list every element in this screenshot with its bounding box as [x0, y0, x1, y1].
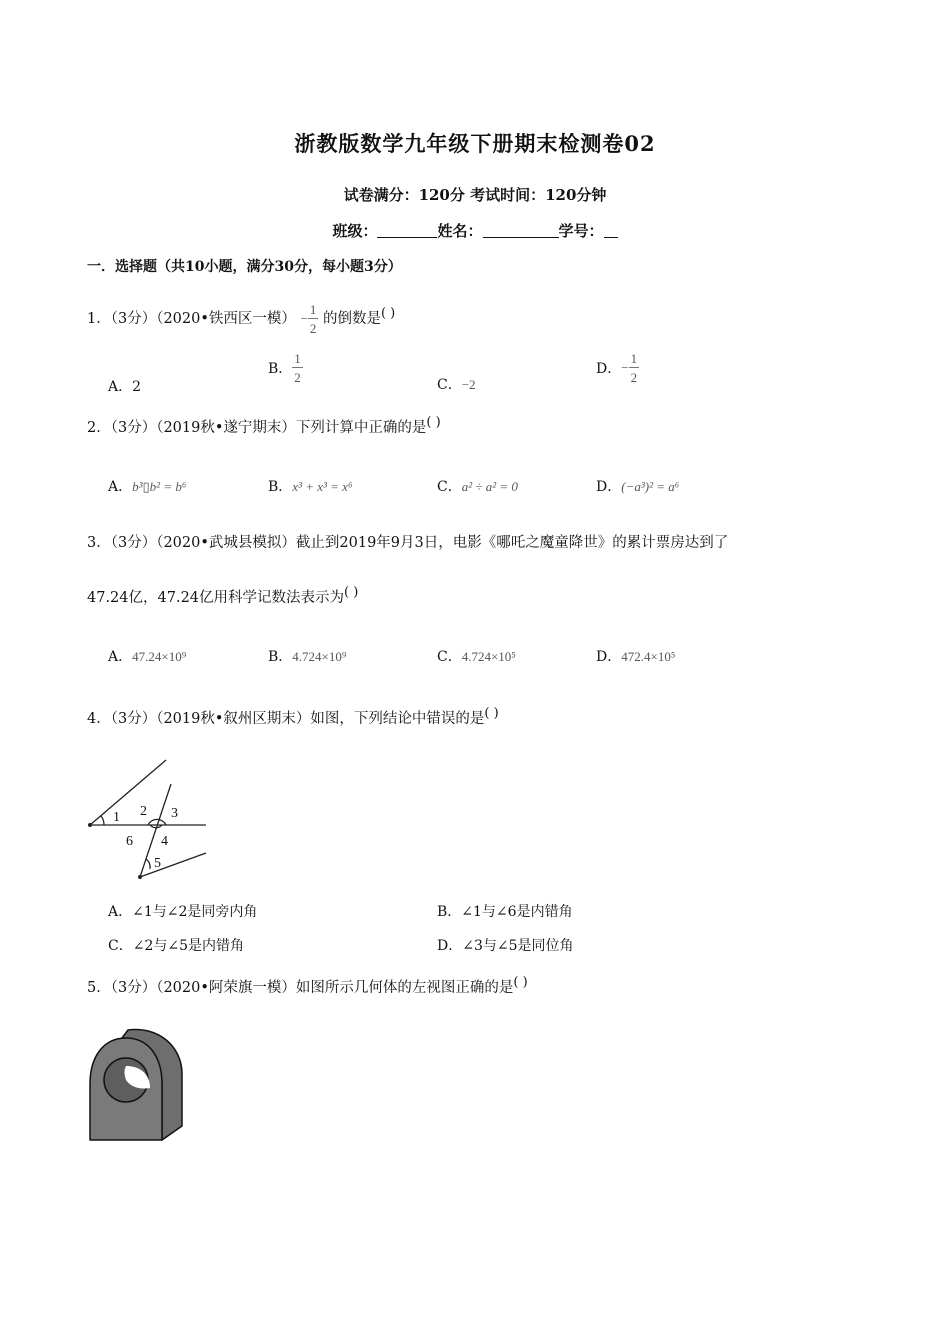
q4-option-a[interactable]: A．∠1与∠2是同旁内角	[108, 904, 258, 920]
q2-option-b[interactable]: B．x³ + x³ = x⁶	[268, 479, 353, 495]
q1-fraction: $\frac{1}{2}$	[309, 302, 317, 336]
upper-ray	[90, 760, 166, 825]
q3-option-b[interactable]: B．4.724×10⁹	[268, 649, 347, 665]
q3-option-a[interactable]: A．47.24×10⁹	[108, 649, 187, 665]
class-blank[interactable]	[377, 223, 437, 238]
q1-answer-paren[interactable]: ( )	[380, 306, 396, 321]
page-title: 浙教版数学九年级下册期末检测卷02	[294, 131, 656, 156]
angle-1-arc	[101, 816, 104, 825]
solid-figure	[86, 1022, 188, 1144]
q1-stem-suffix: 的倒数是	[322, 311, 381, 327]
question-5	[87, 975, 528, 997]
q2-option-d[interactable]: D．(−a³)² = a⁶	[596, 479, 680, 495]
q1-option-c[interactable]: C．−2	[437, 377, 476, 393]
label-3: 3	[171, 806, 178, 821]
q1-option-b[interactable]: B． $\frac{1}{2}$	[268, 351, 301, 385]
q1-stem-prefix: 1．（3分）（2020•铁西区一模）	[87, 311, 296, 327]
id-blank[interactable]	[604, 223, 618, 238]
q3-option-c[interactable]: C．4.724×10⁵	[437, 649, 516, 665]
q3-answer-paren[interactable]: ( )	[344, 585, 359, 600]
q3-stem-line2: 47.24亿，47.24亿用科学记数法表示为	[87, 590, 345, 606]
label-5: 5	[154, 856, 161, 871]
q2-answer-paren[interactable]: ( )	[426, 415, 441, 430]
id-label: 学号：	[558, 222, 604, 240]
exam-info: 试卷满分：120分 考试时间：120分钟	[343, 186, 607, 204]
question-4	[87, 706, 499, 728]
q1-minus: −	[300, 311, 308, 326]
q5-answer-paren[interactable]: ( )	[513, 975, 528, 990]
question-1	[87, 303, 395, 335]
label-1: 1	[113, 810, 120, 825]
question-3	[87, 585, 358, 607]
q1-b-fraction: $\frac{1}{2}$	[294, 351, 301, 385]
q5-stem: 5．（3分）（2020•阿荣旗一模）如图所示几何体的左视图正确的是	[87, 980, 514, 996]
question-2	[87, 415, 441, 437]
q3-option-d[interactable]: D．472.4×10⁵	[596, 649, 676, 665]
q4-option-c[interactable]: C．∠2与∠5是内错角	[108, 938, 244, 954]
name-label: 姓名：	[437, 222, 483, 240]
angle-figure	[84, 755, 214, 880]
q4-stem: 4．（3分）（2019秋•叙州区期末）如图，下列结论中错误的是	[87, 711, 485, 727]
student-info-line	[0, 220, 950, 241]
q2-option-a[interactable]: A．b³▯b² = b⁶	[108, 479, 187, 495]
q1-d-fraction: $\frac{1}{2}$	[630, 351, 638, 385]
label-2: 2	[140, 804, 147, 819]
q4-answer-paren[interactable]: ( )	[484, 706, 499, 721]
section-title: 一．选择题（共10小题，满分30分，每小题3分）	[87, 259, 402, 275]
q4-option-d[interactable]: D．∠3与∠5是同位角	[437, 938, 574, 954]
q2-option-c[interactable]: C．a² ÷ a² = 0	[437, 479, 518, 495]
class-label: 班级：	[332, 222, 378, 240]
label-6: 6	[126, 834, 133, 849]
label-4: 4	[161, 834, 168, 849]
angle-5-arc	[146, 859, 150, 869]
q1-option-d[interactable]: D．− $\frac{1}{2}$	[596, 351, 638, 385]
q2-stem: 2．（3分）（2019秋•遂宁期末）下列计算中正确的是	[87, 420, 427, 436]
name-blank[interactable]	[483, 223, 559, 238]
q4-option-b[interactable]: B．∠1与∠6是内错角	[437, 904, 573, 920]
q1-option-a[interactable]: A．2	[108, 379, 142, 395]
q3-stem-line1: 3．（3分）（2020•武城县模拟）截止到2019年9月3日，电影《哪吒之魔童降世》的累计票房达到了	[87, 535, 729, 551]
